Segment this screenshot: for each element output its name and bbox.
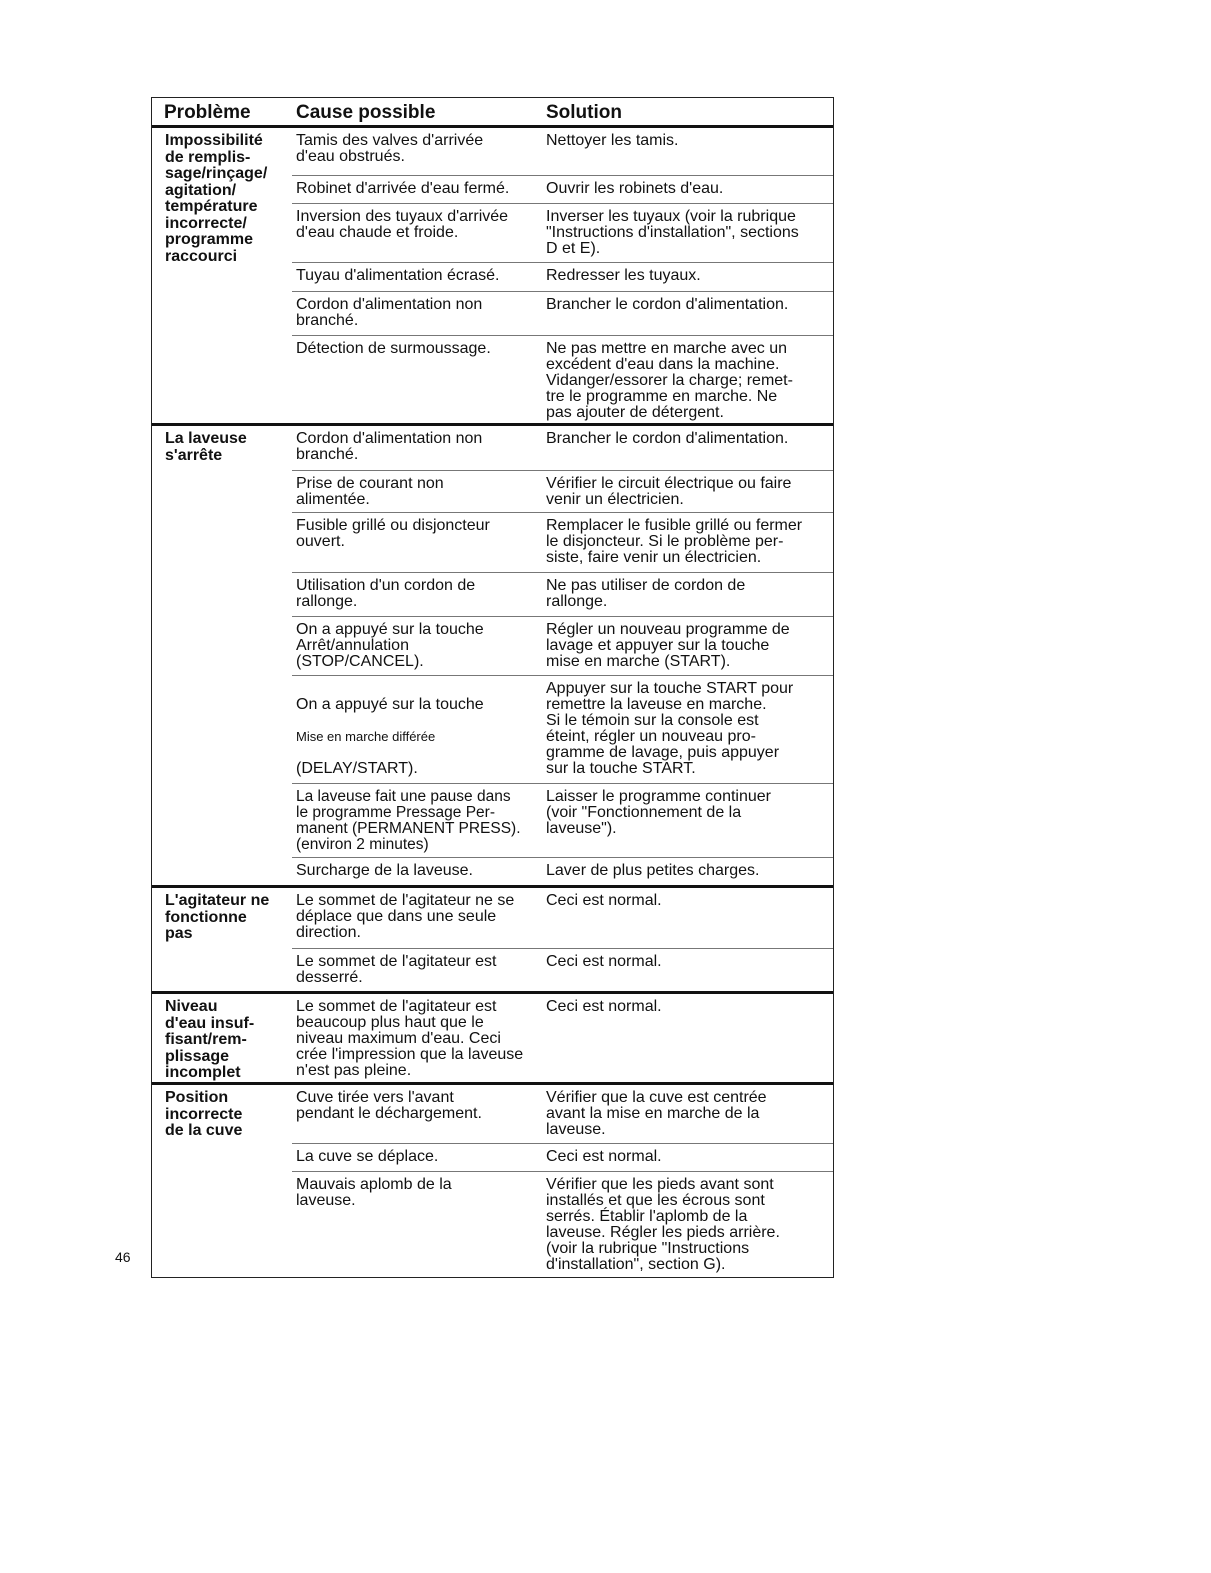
cause-cell: Détection de surmoussage. xyxy=(296,340,491,357)
solution-cell: Ouvrir les robinets d'eau. xyxy=(546,180,724,197)
table-row xyxy=(292,888,833,949)
solution-cell: Ceci est normal. xyxy=(546,998,662,1015)
table-header xyxy=(152,98,833,128)
problem-label: Position incorrecte de la cuve xyxy=(165,1089,243,1139)
cause-cell: Le sommet de l'agitateur ne se déplace que dans une seule direction. xyxy=(296,892,515,941)
table-row xyxy=(292,128,833,176)
solution-cell: Vérifier le circuit électrique ou faire venir un électricien. xyxy=(546,475,792,508)
solution-cell: Nettoyer les tamis. xyxy=(546,132,679,149)
cause-cell: Mauvais aplomb de la laveuse. xyxy=(296,1176,452,1209)
cause-cell: Prise de courant non alimentée. xyxy=(296,475,444,508)
problem-group-agitator xyxy=(152,888,833,994)
solution-cell: Vérifier que les pieds avant sont installés et que les écrous sont serrés. Établir l'aplomb de la laveuse. Régler les pieds arrière. (voir la rubrique "Instructions d'installation", section G). xyxy=(546,1176,780,1273)
problem-group-water-level xyxy=(152,994,833,1085)
table-row xyxy=(292,858,833,885)
solution-cell: Remplacer le fusible grillé ou fermer le disjoncteur. Si le problème per- siste, faire venir un électricien. xyxy=(546,517,803,566)
table-row xyxy=(292,1172,833,1277)
problem-group-fill xyxy=(152,128,833,426)
page-number: 46 xyxy=(115,1249,131,1265)
cause-cell: On a appuyé sur la touche Arrêt/annulation (STOP/CANCEL). xyxy=(296,621,484,670)
cause-cell: Tuyau d'alimentation écrasé. xyxy=(296,267,500,284)
table-row xyxy=(292,676,833,784)
cause-cell: La cuve se déplace. xyxy=(296,1148,439,1165)
solution-cell: Régler un nouveau programme de lavage et appuyer sur la touche mise en marche (START). xyxy=(546,621,790,670)
table-row xyxy=(292,336,833,423)
header-solution: Solution xyxy=(546,102,622,123)
problem-label: Niveau d'eau insuf- fisant/rem- plissage incomplet xyxy=(165,998,255,1081)
cause-line-small: Mise en marche différée xyxy=(296,729,436,744)
cause-cell: Inversion des tuyaux d'arrivée d'eau chaude et froide. xyxy=(296,208,509,241)
table-row xyxy=(292,949,833,991)
cause-cell: Le sommet de l'agitateur est desserré. xyxy=(296,953,497,986)
problem-label: Impossibilité de remplis- sage/rinçage/ agitation/ température incorrecte/ programme raccourci xyxy=(165,132,268,265)
solution-cell: Redresser les tuyaux. xyxy=(546,267,701,284)
solution-cell: Vérifier que la cuve est centrée avant la mise en marche de la laveuse. xyxy=(546,1089,767,1138)
header-problem: Problème xyxy=(164,102,251,123)
table-row xyxy=(292,292,833,336)
solution-cell: Ceci est normal. xyxy=(546,953,662,970)
cause-line: On a appuyé sur la touche xyxy=(296,696,484,713)
problem-group-tub-position xyxy=(152,1085,833,1277)
cause-cell: Cordon d'alimentation non branché. xyxy=(296,296,483,329)
cause-cell: Robinet d'arrivée d'eau fermé. xyxy=(296,180,510,197)
cause-line: (DELAY/START). xyxy=(296,760,418,777)
cause-cell: La laveuse fait une pause dans le programme Pressage Per- manent (PERMANENT PRESS). (environ 2 minutes) xyxy=(296,788,521,853)
table-row xyxy=(292,617,833,676)
cause-cell: Cordon d'alimentation non branché. xyxy=(296,430,483,463)
table-row xyxy=(292,1085,833,1144)
table-row xyxy=(292,471,833,513)
cause-cell: Utilisation d'un cordon de rallonge. xyxy=(296,577,476,610)
table-row xyxy=(292,784,833,858)
solution-cell: Ceci est normal. xyxy=(546,1148,662,1165)
cause-cell: Surcharge de la laveuse. xyxy=(296,862,473,879)
problem-label: La laveuse s'arrête xyxy=(165,430,247,464)
table-row xyxy=(292,573,833,617)
cause-cell: Tamis des valves d'arrivée d'eau obstrués. xyxy=(296,132,484,165)
cause-cell: Le sommet de l'agitateur est beaucoup plus haut que le niveau maximum d'eau. Ceci crée l'impression que la laveuse n'est pas pleine. xyxy=(296,998,524,1079)
header-cause: Cause possible xyxy=(296,102,436,123)
solution-cell: Laver de plus petites charges. xyxy=(546,862,760,879)
cause-cell: Cuve tirée vers l'avant pendant le déchargement. xyxy=(296,1089,482,1122)
solution-cell: Ne pas utiliser de cordon de rallonge. xyxy=(546,577,746,610)
table-row xyxy=(292,204,833,263)
problem-label: L'agitateur ne fonctionne pas xyxy=(165,892,270,942)
solution-cell: Ceci est normal. xyxy=(546,892,662,909)
table-row xyxy=(292,263,833,292)
solution-cell: Inverser les tuyaux (voir la rubrique "Instructions d'installation", sections D et E). xyxy=(546,208,799,257)
solution-cell: Brancher le cordon d'alimentation. xyxy=(546,430,789,447)
table-row xyxy=(292,426,833,471)
table-row xyxy=(292,176,833,204)
problem-group-stops xyxy=(152,426,833,888)
troubleshooting-table xyxy=(151,97,834,1278)
table-row xyxy=(292,513,833,573)
solution-cell: Appuyer sur la touche START pour remettre la laveuse en marche. Si le témoin sur la console est éteint, régler un nouveau pro- gramme de lavage, puis appuyer sur la touche START. xyxy=(546,680,794,777)
cause-cell xyxy=(296,681,544,793)
cause-cell: Fusible grillé ou disjoncteur ouvert. xyxy=(296,517,490,550)
table-row xyxy=(292,994,833,1082)
solution-cell: Laisser le programme continuer (voir "Fonctionnement de la laveuse"). xyxy=(546,788,771,837)
table-row xyxy=(292,1144,833,1172)
solution-cell: Brancher le cordon d'alimentation. xyxy=(546,296,789,313)
solution-cell: Ne pas mettre en marche avec un excédent d'eau dans la machine. Vidanger/essorer la charge; remet- tre le programme en marche. Ne pas ajouter de détergent. xyxy=(546,340,793,421)
